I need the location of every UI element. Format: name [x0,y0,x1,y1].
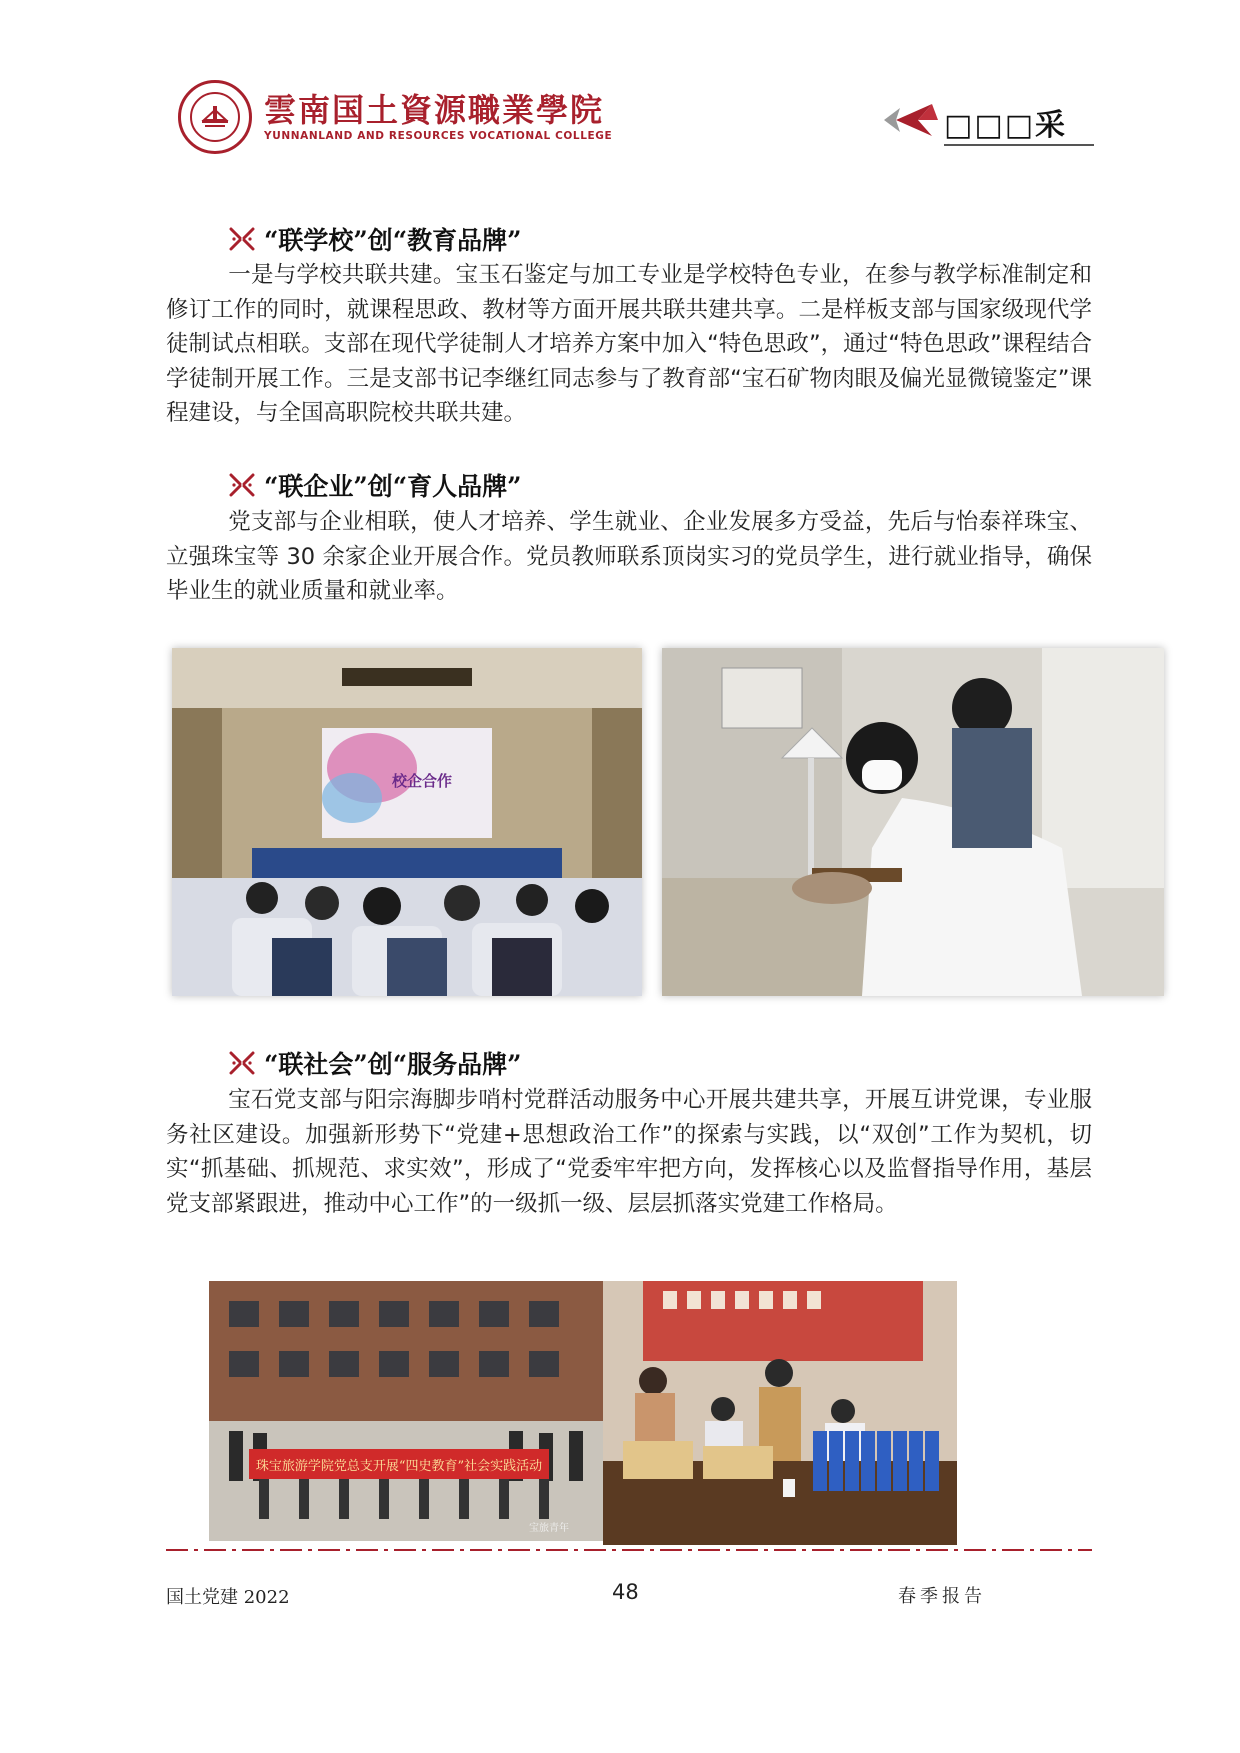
paragraph-text: 宝石党支部与阳宗海脚步哨村党群活动服务中心开展共建共享，开展互讲党课，专业服务社区建设。加强新形势下“党建+思想政治工作”的探索与实践，以“双创”工作为契机，切实“抓基础、抓规范、求实效”，形成了“党委牢牢把方向，发挥核心以及监督指导作用，基层党支部紧跟进，推动中心工作”的一级抓一级、层层抓落实党建工作格局。 [166,1087,1092,1217]
photo-jewelry-workshop [662,648,1164,996]
school-seal-icon [178,80,252,154]
section-mark-icon [228,225,256,253]
section-heading-society [228,1045,522,1081]
header-underline [944,144,1094,146]
footer-divider [166,1549,1092,1551]
school-logo [178,80,612,154]
paragraph-text: 党支部与企业相联，使人才培养、学生就业、企业发展多方受益，先后与怡泰祥珠宝、立强珠宝等 30 余家企业开展合作。党员教师联系顶岗实习的党员学生，进行就业指导，确保毕业生的就业质量和就业率。 [166,509,1092,604]
section-heading-enterprise [228,467,522,503]
arrow-icon [882,100,940,140]
column-title: □□□采 [944,108,1068,143]
column-header [882,96,1094,148]
banner-text: 珠宝旅游学院党总支开展“四史教育”社会实践活动 [255,1459,543,1474]
footer-publication: 国土党建 2022 [166,1587,290,1608]
section-paragraph-school [166,258,1092,431]
section-paragraph-society [166,1083,1092,1221]
section-heading-text: “联学校”创“教育品牌” [264,226,522,255]
section-heading-school [228,221,522,257]
watermark-text: 宝旅青年 [529,1523,569,1534]
section-paragraph-enterprise [166,505,1092,609]
screen-title: 校企合作 [391,772,453,790]
paragraph-text: 一是与学校共联共建。宝玉石鉴定与加工专业是学校特色专业，在参与教学标准制定和修订工作的同时，就课程思政、教材等方面开展共联共建共享。二是样板支部与国家级现代学徒制试点相联。支部在现代学徒制人才培养方案中加入“特色思政”，通过“特色思政”课程结合学徒制开展工作。三是支部书记李继红同志参与了教育部“宝石矿物肉眼及偏光显微镜鉴定”课程建设，与全国高职院校共联共建。 [166,262,1092,426]
photo-document-review [603,1281,957,1545]
photo-school-enterprise-meeting [172,648,642,996]
footer-report-title: 春季报告 [898,1586,986,1607]
section-mark-icon [228,471,256,499]
photo-social-practice-group [209,1281,603,1541]
page-number: 48 [612,1580,639,1604]
section-heading-text: “联社会”创“服务品牌” [264,1050,522,1079]
section-heading-text: “联企业”创“育人品牌” [264,472,522,501]
section-mark-icon [228,1049,256,1077]
school-name-en: YUNNANLAND AND RESOURCES VOCATIONAL COLLEGE [264,130,613,142]
school-name-cn: 雲南国土資源職業學院 [264,91,605,129]
